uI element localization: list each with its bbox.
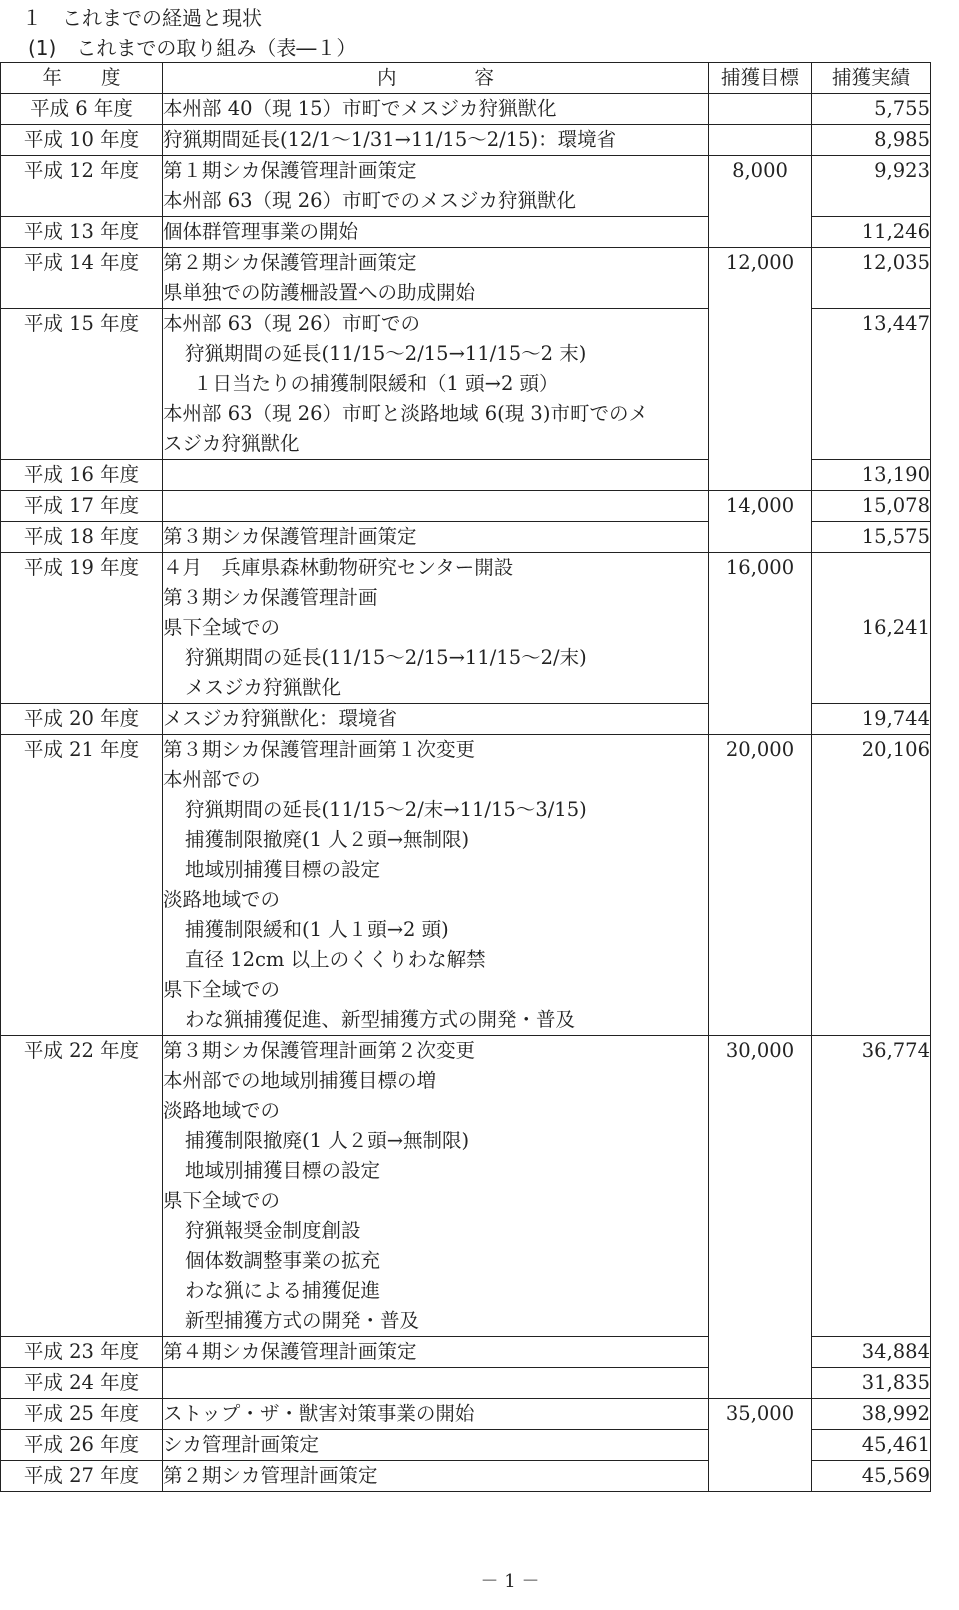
content-line: 淡路地域での [163, 888, 281, 911]
content-line: 狩猟報奨金制度創設 [185, 1219, 361, 1242]
content-line: メスジカ狩猟獣化 [185, 676, 342, 699]
content-line: 県下全域での [163, 616, 281, 639]
target-cell: 35,000 [709, 1399, 812, 1492]
actual-cell: 15,078 [812, 491, 931, 522]
content-cell [163, 1430, 709, 1461]
table-row [1, 156, 931, 217]
year-cell: 平成 22 年度 [1, 1036, 163, 1337]
content-line: 狩猟期間の延長(11/15～2/15→11/15～2/末) [185, 646, 587, 669]
content-cell [163, 1036, 709, 1337]
content-line: 捕獲制限撤廃(1 人２頭→無制限) [185, 828, 470, 851]
year-cell: 平成 25 年度 [1, 1399, 163, 1430]
content-line: 県下全域での [163, 978, 281, 1001]
content-line: 第３期シカ保護管理計画 [163, 586, 378, 609]
content-cell [163, 125, 709, 156]
content-line: 第３期シカ保護管理計画第１次変更 [163, 738, 476, 761]
year-cell: 平成 18 年度 [1, 522, 163, 553]
year-cell: 平成 21 年度 [1, 735, 163, 1036]
content-cell [163, 553, 709, 704]
subsection-heading: (1) これまでの取り組み（表―１） [28, 36, 357, 60]
actual-cell: 8,985 [812, 125, 931, 156]
actual-cell: 19,744 [812, 704, 931, 735]
content-cell [163, 309, 709, 460]
content-cell [163, 522, 709, 553]
year-cell: 平成 12 年度 [1, 156, 163, 217]
table-row [1, 248, 931, 309]
year-cell: 平成 17 年度 [1, 491, 163, 522]
table-row [1, 735, 931, 1036]
target-cell: 16,000 [709, 553, 812, 735]
actual-cell: 13,190 [812, 460, 931, 491]
actual-cell: 12,035 [812, 248, 931, 309]
target-cell: 20,000 [709, 735, 812, 1036]
content-line: 県下全域での [163, 1189, 281, 1212]
table-row [1, 94, 931, 125]
table-row [1, 553, 931, 704]
history-table [0, 62, 931, 1492]
content-line: 狩猟期間の延長(11/15～2/末→11/15～3/15) [185, 798, 587, 821]
content-cell [163, 94, 709, 125]
header-actual: 捕獲実績 [812, 63, 931, 94]
content-cell [163, 735, 709, 1036]
content-cell [163, 156, 709, 217]
target-cell: 30,000 [709, 1036, 812, 1399]
content-cell [163, 491, 709, 522]
content-line: 第２期シカ管理計画策定 [163, 1464, 378, 1487]
content-line: 第３期シカ保護管理計画策定 [163, 525, 417, 548]
content-cell [163, 1337, 709, 1368]
content-line: 狩猟期間の延長(11/15～2/15→11/15～2 末) [185, 342, 587, 365]
year-cell: 平成 6 年度 [1, 94, 163, 125]
actual-cell: 15,575 [812, 522, 931, 553]
header-content: 内 容 [163, 63, 709, 94]
content-line: 直径 12cm 以上のくくりわな解禁 [185, 948, 486, 971]
content-line: 第３期シカ保護管理計画第２次変更 [163, 1039, 476, 1062]
content-line: シカ管理計画策定 [163, 1433, 320, 1456]
content-line: ストップ・ザ・獣害対策事業の開始 [163, 1402, 475, 1425]
content-line: 本州部 40（現 15）市町でメスジカ狩猟獣化 [163, 97, 557, 120]
content-line: 県単独での防護柵設置への助成開始 [163, 281, 476, 304]
content-line: 狩猟期間延長(12/1～1/31→11/15～2/15)：環境省 [163, 128, 617, 151]
content-line: 新型捕獲方式の開発・普及 [185, 1309, 420, 1332]
target-cell [709, 94, 812, 125]
actual-cell: 16,241 [812, 553, 931, 704]
year-cell: 平成 13 年度 [1, 217, 163, 248]
table-header-row [1, 63, 931, 94]
content-line: 第１期シカ保護管理計画策定 [163, 159, 417, 182]
table-row [1, 125, 931, 156]
actual-cell: 31,835 [812, 1368, 931, 1399]
content-line: １日当たりの捕獲制限緩和（1 頭→2 頭） [193, 372, 559, 395]
section-heading: １ これまでの経過と現状 [22, 6, 262, 30]
content-cell [163, 460, 709, 491]
actual-cell: 45,569 [812, 1461, 931, 1492]
content-line: 捕獲制限撤廃(1 人２頭→無制限) [185, 1129, 470, 1152]
content-line: 第４期シカ保護管理計画策定 [163, 1340, 417, 1363]
content-line: 本州部 63（現 26）市町と淡路地域 6(現 3)市町でのメ [163, 402, 648, 425]
page-number: － 1 － [480, 1571, 540, 1592]
content-line: 淡路地域での [163, 1099, 281, 1122]
target-cell: 12,000 [709, 248, 812, 491]
actual-cell: 9,923 [812, 156, 931, 217]
content-line: 第２期シカ保護管理計画策定 [163, 251, 417, 274]
content-line: 地域別捕獲目標の設定 [185, 858, 381, 881]
year-cell: 平成 27 年度 [1, 1461, 163, 1492]
content-line: 捕獲制限緩和(1 人１頭→2 頭) [185, 918, 449, 941]
content-line: わな猟捕獲促進、新型捕獲方式の開発・普及 [185, 1008, 576, 1031]
content-line: 個体群管理事業の開始 [163, 220, 359, 243]
year-cell: 平成 19 年度 [1, 553, 163, 704]
target-cell [709, 125, 812, 156]
actual-cell: 45,461 [812, 1430, 931, 1461]
year-cell: 平成 16 年度 [1, 460, 163, 491]
table-row [1, 491, 931, 522]
content-cell [163, 704, 709, 735]
actual-cell: 34,884 [812, 1337, 931, 1368]
header-year: 年 度 [1, 63, 163, 94]
target-cell: 8,000 [709, 156, 812, 248]
content-line: 本州部での地域別捕獲目標の増 [163, 1069, 437, 1092]
content-cell [163, 1368, 709, 1399]
content-cell [163, 217, 709, 248]
year-cell: 平成 23 年度 [1, 1337, 163, 1368]
year-cell: 平成 10 年度 [1, 125, 163, 156]
content-line: 地域別捕獲目標の設定 [185, 1159, 381, 1182]
content-cell [163, 1399, 709, 1430]
year-cell: 平成 24 年度 [1, 1368, 163, 1399]
content-line: ４月 兵庫県森林動物研究センター開設 [163, 556, 514, 579]
content-cell [163, 1461, 709, 1492]
content-line: 本州部での [163, 768, 261, 791]
table-row [1, 1036, 931, 1337]
content-line: 本州部 63（現 26）市町でのメスジカ狩猟獣化 [163, 189, 577, 212]
year-cell: 平成 15 年度 [1, 309, 163, 460]
actual-cell: 5,755 [812, 94, 931, 125]
header-target: 捕獲目標 [709, 63, 812, 94]
actual-cell: 13,447 [812, 309, 931, 460]
year-cell: 平成 26 年度 [1, 1430, 163, 1461]
year-cell: 平成 14 年度 [1, 248, 163, 309]
content-cell [163, 248, 709, 309]
table-row [1, 1399, 931, 1430]
content-line: スジカ狩猟獣化 [163, 432, 300, 455]
content-line: 本州部 63（現 26）市町での [163, 312, 421, 335]
content-line: メスジカ狩猟獣化：環境省 [163, 707, 398, 730]
content-line: 個体数調整事業の拡充 [185, 1249, 381, 1272]
target-cell: 14,000 [709, 491, 812, 553]
actual-cell: 11,246 [812, 217, 931, 248]
actual-cell: 36,774 [812, 1036, 931, 1337]
content-line: わな猟による捕獲促進 [185, 1279, 381, 1302]
year-cell: 平成 20 年度 [1, 704, 163, 735]
actual-cell: 38,992 [812, 1399, 931, 1430]
actual-cell: 20,106 [812, 735, 931, 1036]
